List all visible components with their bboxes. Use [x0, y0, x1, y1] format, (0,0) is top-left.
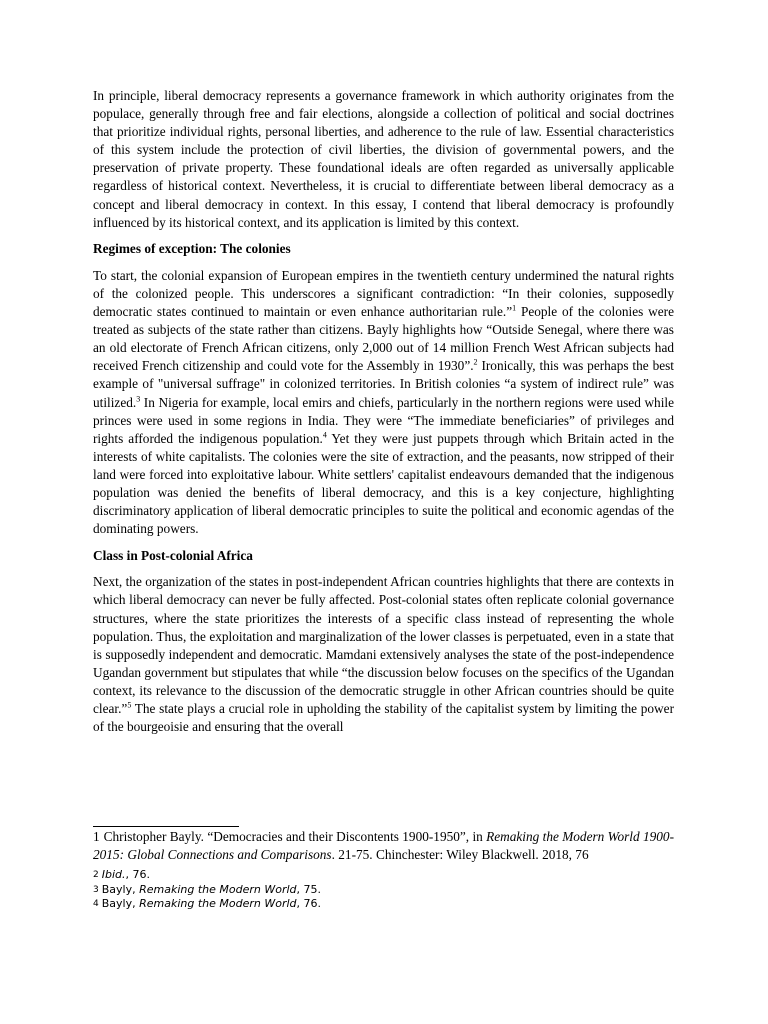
section-heading-class: Class in Post-colonial Africa [93, 547, 253, 563]
intro-paragraph: In principle, liberal democracy represents a governance framework in which authority originates from the populace, generally through free and fair elections, alongside a collection of political and social doctrines that prioritize individual rights, personal liberties, and adherence to the rule of law. Essential characteristics of this system include the protection of civil liberties, the division of governmental powers, and the preservation of private property. These foundational ideals are often regarded as universally applicable regardless of historical context. Nevertheless, it is crucial to differentiate between liberal democracy as a concept and liberal democracy in context. In this essay, I contend that liberal democracy is profoundly influenced by its historical context, and its application is limited by this context. [93, 88, 674, 230]
footnote-number: 1 [93, 829, 100, 844]
class-paragraph [93, 573, 674, 736]
section-heading-colonies: Regimes of exception: The colonies [93, 241, 291, 257]
footnote-ref-2[interactable]: 2 [473, 357, 478, 367]
footnote-ref-4[interactable]: 4 [322, 430, 327, 440]
footnote-number: 4 [93, 899, 99, 909]
footnote-ref-5[interactable]: 5 [127, 700, 132, 710]
footnote-title: Remaking the Modern World [139, 897, 297, 910]
footnote-title: Ibid. [101, 868, 126, 881]
class-text-2: The state plays a crucial role in upholding the stability of the capitalist system by limiting the power of the bourgeoisie and ensuring that the overall [93, 701, 674, 735]
class-text-1: Next, the organization of the states in post-independent African countries highlights that there are contexts in which liberal democracy can never be fully affected. Post-colonial states often replicate colonial governance structures, where the state prioritizes the interests of a specific class instead of representing the whole population. Thus, the exploitation and marginalization of the lower classes is perpetuated, even in a state that is supposedly independent and democratic. Mamdani extensively analyses the state of the post-independence Ugandan government but stipulates that while “the discussion below focuses on the specifics of the Ugandan context, its relevance to the discussion of the democratic struggle in other African countries should be quite clear.” [93, 574, 674, 716]
footnote-number: 3 [93, 884, 99, 895]
document-body [93, 87, 674, 745]
colonies-paragraph [93, 267, 674, 538]
footnote-title: Remaking the Modern World 1900-2015: Global Connections and Comparisons [93, 829, 674, 862]
colonies-text-1: To start, the colonial expansion of European empires in the twentieth century undermined the natural rights of the colonized people. This underscores a significant contradiction: “In their colonies, supposedly democratic states continued to maintain or even enhance authoritarian rule.” [93, 267, 674, 320]
footnote-text: , 75. [296, 882, 322, 896]
footnotes [93, 828, 674, 912]
footnote-ref-3[interactable]: 3 [136, 394, 141, 404]
colonies-text-4: In Nigeria for example, local emirs and chiefs, particularly in the northern regions were used while princes were used in some regions in India. They were “The immediate beneficiaries” of privileges and rights afforded the indigenous population. [93, 394, 674, 446]
colonies-text-5: Yet they were just puppets through which Britain acted in the interests of white capitalists. The colonies were the site of extraction, and the peasants, now stripped of their land were forced into exploitative labour. White settlers' capitalist endeavours demanded that the indigenous population was denied the benefits of liberal democracy, and this is a key conjecture, highlighting discriminatory application of liberal democratic principles to suite the political and economic agendas of the dominating powers. [93, 430, 674, 537]
footnote-text: , 76. [125, 868, 150, 881]
footnote-text: , 76. [296, 897, 322, 910]
footnote-ref-1[interactable]: 1 [512, 303, 517, 313]
footnote-2 [93, 868, 674, 883]
footnote-text: Christopher Bayly. “Democracies and their Discontents 1900-1950”, in [103, 829, 487, 844]
footnote-title: Remaking the Modern World [139, 882, 297, 896]
footnote-text: . 21-75. Chinchester: Wiley Blackwell. 2018, 76 [331, 847, 589, 862]
colonies-text-2: People of the colonies were treated as subjects of the state rather than citizens. Bayly highlights how “Outside Senegal, where there was an old electorate of French African citizens, only 2,000 out of 14 million French West African subjects had received French citizenship and could vote for the Assembly in 1930”. [93, 304, 675, 374]
footnote-4 [93, 897, 674, 912]
footnote-3 [93, 883, 674, 898]
footnote-text: Bayly, [101, 897, 140, 910]
footnote-number: 2 [93, 870, 99, 880]
colonies-text-3: Ironically, this was perhaps the best example of "universal suffrage" in colonized territories. In British colonies “a system of indirect rule” was utilized. [93, 358, 674, 410]
footnote-1 [93, 828, 674, 864]
footnote-text: Bayly, [101, 882, 140, 896]
footnote-separator [93, 826, 239, 827]
